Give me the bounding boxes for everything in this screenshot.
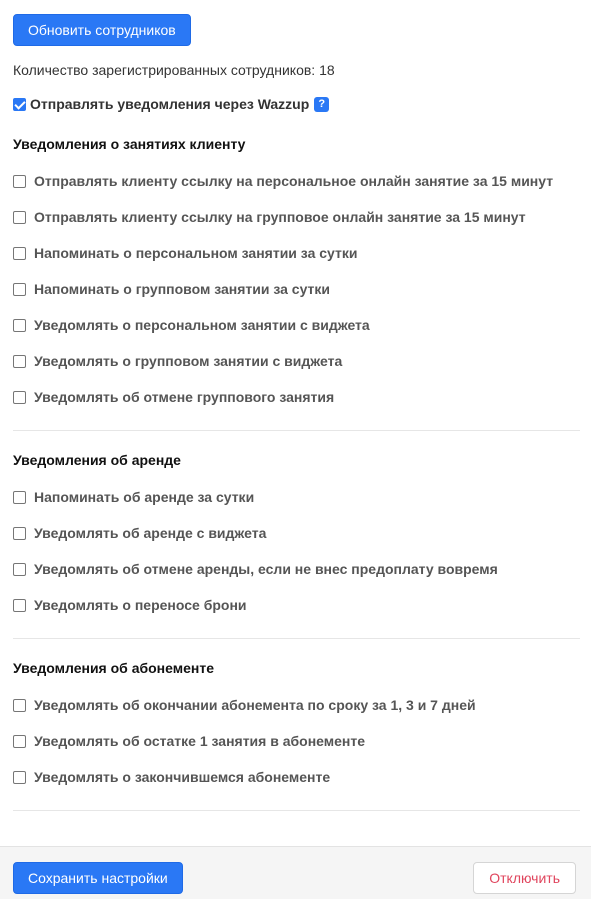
option-label: Отправлять клиенту ссылку на групповое онлайн занятие за 15 минут: [34, 209, 526, 225]
disable-button[interactable]: Отключить: [473, 862, 576, 894]
option-notify-one-left[interactable]: [13, 733, 365, 749]
option-label: Отправлять клиенту ссылку на персональное онлайн занятие за 15 минут: [34, 173, 554, 189]
option-checkbox[interactable]: [13, 491, 26, 504]
option-label: Уведомлять об аренде с виджета: [34, 525, 267, 541]
option-checkbox[interactable]: [13, 771, 26, 784]
option-notify-group-widget[interactable]: [13, 353, 342, 369]
option-notify-rent-cancel[interactable]: [13, 561, 498, 577]
refresh-employees-button[interactable]: Обновить сотрудников: [13, 14, 191, 46]
employee-count-text: Количество зарегистрированных сотрудников: 18: [13, 62, 335, 78]
option-checkbox[interactable]: [13, 735, 26, 748]
option-lesson-group-link[interactable]: [13, 209, 526, 225]
option-checkbox[interactable]: [13, 175, 26, 188]
option-checkbox[interactable]: [13, 211, 26, 224]
section-title-subscription: Уведомления об абонементе: [13, 660, 214, 676]
option-notify-personal-widget[interactable]: [13, 317, 370, 333]
wazzup-checkbox[interactable]: [13, 98, 26, 111]
option-remind-rent[interactable]: [13, 489, 254, 505]
option-checkbox[interactable]: [13, 247, 26, 260]
option-label: Уведомлять об отмене группового занятия: [34, 389, 335, 405]
option-notify-booking-move[interactable]: [13, 597, 247, 613]
section-divider: [13, 810, 580, 811]
section-divider: [13, 638, 580, 639]
option-label: Уведомлять об окончании абонемента по сроку за 1, 3 и 7 дней: [34, 697, 476, 713]
option-checkbox[interactable]: [13, 599, 26, 612]
option-label: Уведомлять о персональном занятии с виджета: [34, 317, 370, 333]
option-remind-personal[interactable]: [13, 245, 357, 261]
section-divider: [13, 430, 580, 431]
option-notify-subscription-expiry[interactable]: [13, 697, 476, 713]
option-checkbox[interactable]: [13, 527, 26, 540]
option-label: Уведомлять о закончившемся абонементе: [34, 769, 331, 785]
save-settings-button[interactable]: Сохранить настройки: [13, 862, 183, 894]
option-label: Напоминать об аренде за сутки: [34, 489, 255, 505]
option-notify-group-cancel[interactable]: [13, 389, 334, 405]
option-label: Уведомлять об остатке 1 занятия в абонементе: [34, 733, 365, 749]
option-checkbox[interactable]: [13, 355, 26, 368]
option-notify-rent-widget[interactable]: [13, 525, 266, 541]
wazzup-label: Отправлять уведомления через Wazzup: [30, 96, 310, 112]
option-label: Уведомлять об отмене аренды, если не внес предоплату вовремя: [34, 561, 498, 577]
section-title-rent: Уведомления об аренде: [13, 452, 181, 468]
help-icon[interactable]: ?: [314, 97, 329, 112]
option-label: Напоминать о групповом занятии за сутки: [34, 281, 331, 297]
option-checkbox[interactable]: [13, 391, 26, 404]
footer-bar: [0, 846, 591, 899]
option-label: Уведомлять о переносе брони: [34, 597, 247, 613]
option-label: Уведомлять о групповом занятии с виджета: [34, 353, 343, 369]
option-checkbox[interactable]: [13, 283, 26, 296]
option-checkbox[interactable]: [13, 563, 26, 576]
option-checkbox[interactable]: [13, 319, 26, 332]
option-label: Напоминать о персональном занятии за сутки: [34, 245, 358, 261]
option-checkbox[interactable]: [13, 699, 26, 712]
option-notify-subscription-ended[interactable]: [13, 769, 330, 785]
option-lesson-personal-link[interactable]: [13, 173, 553, 189]
section-title-lessons: Уведомления о занятиях клиенту: [13, 136, 246, 152]
wazzup-toggle-row[interactable]: [13, 96, 329, 112]
option-remind-group[interactable]: [13, 281, 330, 297]
